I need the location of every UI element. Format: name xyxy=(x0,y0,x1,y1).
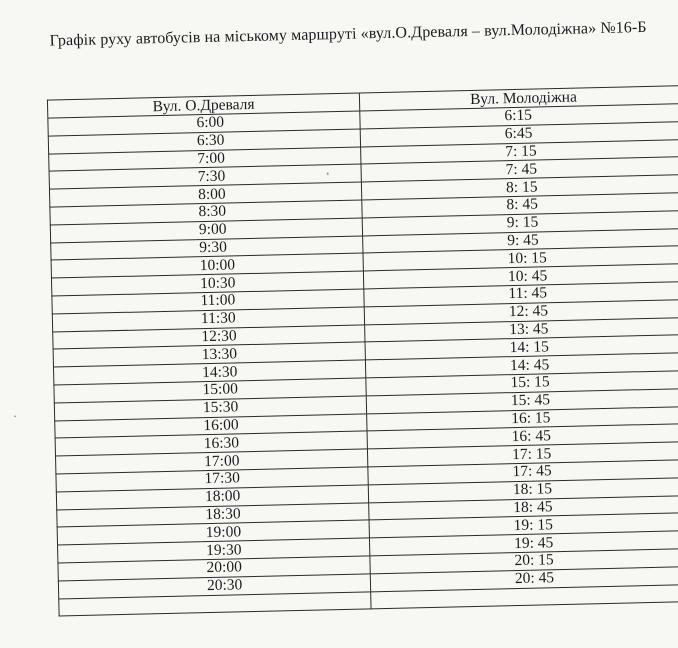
departure-time-drevalia: 6:30 xyxy=(48,129,360,154)
departure-time-molodizhna: 15: 45 xyxy=(366,388,678,413)
departure-time-drevalia: 16:00 xyxy=(55,413,367,438)
departure-time-molodizhna: 20: 15 xyxy=(370,548,678,573)
departure-time-drevalia: 12:30 xyxy=(53,325,365,350)
departure-time-molodizhna: 19: 45 xyxy=(369,531,678,556)
departure-time-drevalia: 10:30 xyxy=(51,271,363,296)
departure-time-molodizhna: 6:45 xyxy=(360,121,678,146)
departure-time-molodizhna: 18: 45 xyxy=(369,495,678,520)
departure-time-drevalia: 19:00 xyxy=(57,520,369,545)
departure-time-molodizhna: 10: 15 xyxy=(363,246,678,271)
departure-time-molodizhna: 9: 45 xyxy=(363,228,678,253)
departure-time-drevalia: 6:00 xyxy=(48,111,360,136)
departure-time-drevalia: 11:30 xyxy=(52,307,364,332)
departure-time-drevalia: 8:30 xyxy=(50,200,362,225)
departure-time-molodizhna: 19: 15 xyxy=(369,513,678,538)
departure-time-molodizhna: 16: 45 xyxy=(367,424,678,449)
departure-time-drevalia: 15:30 xyxy=(54,396,366,421)
departure-time-drevalia: 18:00 xyxy=(56,485,368,510)
departure-time-molodizhna: 12: 45 xyxy=(364,299,678,324)
departure-time-drevalia: 17:00 xyxy=(56,449,368,474)
departure-time-drevalia: 20:00 xyxy=(58,556,370,581)
departure-time-drevalia: 9:00 xyxy=(50,218,362,243)
departure-time-molodizhna: 18: 15 xyxy=(368,477,678,502)
departure-time-drevalia: 17:30 xyxy=(56,467,368,492)
departure-time-drevalia: 16:30 xyxy=(55,431,367,456)
departure-time-drevalia: 13:30 xyxy=(53,342,365,367)
column-header-molodizhna: Вул. Молодіжна xyxy=(359,86,678,111)
departure-time-molodizhna: 17: 45 xyxy=(368,459,678,484)
departure-time-drevalia: 10:00 xyxy=(51,253,363,278)
scan-speck xyxy=(14,415,16,417)
departure-time-drevalia: 20:30 xyxy=(58,574,370,599)
scan-speck xyxy=(327,172,329,175)
departure-time-molodizhna: 8: 15 xyxy=(361,175,678,200)
departure-time-molodizhna: 6:15 xyxy=(360,104,678,129)
departure-time-drevalia: 11:00 xyxy=(52,289,364,314)
departure-time-molodizhna: 14: 15 xyxy=(365,335,678,360)
schedule-table xyxy=(47,85,678,617)
departure-time-drevalia: 15:00 xyxy=(54,378,366,403)
departure-time-molodizhna: 9: 15 xyxy=(362,210,678,235)
departure-time-molodizhna: 17: 15 xyxy=(367,442,678,467)
departure-time-molodizhna: 15: 15 xyxy=(366,370,678,395)
column-header-drevalia: Вул. О.Древаля xyxy=(47,93,359,118)
departure-time-molodizhna: 20: 45 xyxy=(370,566,678,591)
document-title: Графік руху автобусів на міському маршруті «вул.О.Древаля – вул.Молодіжна» №16-Б xyxy=(49,18,647,50)
departure-time-drevalia: 19:30 xyxy=(58,538,370,563)
departure-time-drevalia: 18:30 xyxy=(57,502,369,527)
departure-time-molodizhna: 14: 45 xyxy=(365,353,678,378)
departure-time-molodizhna: 7: 45 xyxy=(361,157,678,182)
departure-time-drevalia: 7:30 xyxy=(49,164,361,189)
schedule-body xyxy=(48,104,678,617)
departure-time-molodizhna: 16: 15 xyxy=(367,406,678,431)
departure-time-drevalia: 8:00 xyxy=(49,182,361,207)
departure-time-molodizhna: 13: 45 xyxy=(365,317,678,342)
departure-time-drevalia: 14:30 xyxy=(53,360,365,385)
departure-time-molodizhna: 8: 45 xyxy=(362,193,678,218)
departure-time-molodizhna: 10: 45 xyxy=(363,264,678,289)
departure-time-molodizhna: 7: 15 xyxy=(361,139,678,164)
departure-time-drevalia: 7:00 xyxy=(49,147,361,172)
departure-time-drevalia: 9:30 xyxy=(51,236,363,261)
departure-time-molodizhna: 11: 45 xyxy=(364,281,678,306)
